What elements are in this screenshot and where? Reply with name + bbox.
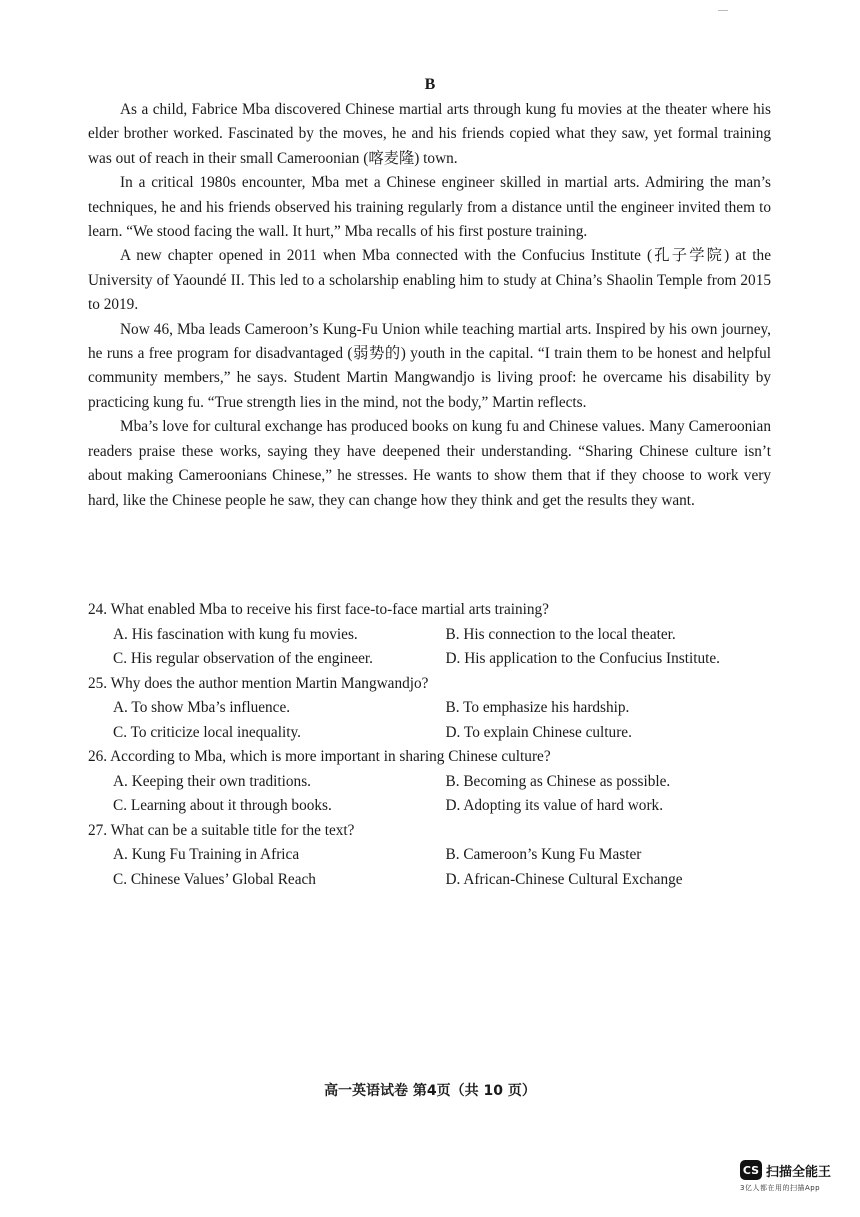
option-c: C. His regular observation of the engineer. bbox=[113, 650, 373, 667]
option-a: A. Kung Fu Training in Africa bbox=[113, 846, 300, 863]
passage-paragraph-3: A new chapter opened in 2011 when Mba connected with the Confucius Institute (孔子学院) at the University of Yaoundé II. This led to a scholarship enabling him to study at China’s Shaolin Temple from 2015 to 2019. bbox=[88, 247, 771, 314]
option-d: D. His application to the Confucius Institute. bbox=[445, 650, 720, 667]
option-b: B. Cameroon’s Kung Fu Master bbox=[445, 846, 642, 863]
passage-paragraph-5: Mba’s love for cultural exchange has produced books on kung fu and Chinese values. Many Cameroonian readers praise these works, saying they have deepened their understanding. “Sharing Chinese culture isn’t about making Cameroonians Chinese,” he stresses. He wants to show them that if they choose to work very hard, like the Chinese people he saw, they can change how they think and get the results they want. bbox=[88, 418, 771, 509]
option-c: C. Chinese Values’ Global Reach bbox=[113, 870, 316, 888]
option-a: A. To show Mba’s influence. bbox=[113, 699, 291, 716]
option-d: D. Adopting its value of hard work. bbox=[445, 797, 664, 814]
reading-passage bbox=[88, 98, 771, 513]
section-label: B bbox=[424, 76, 436, 93]
option-b: B. To emphasize his hardship. bbox=[445, 699, 630, 716]
watermark-app-name: 扫描全能王 bbox=[766, 1164, 832, 1180]
option-c: C. To criticize local inequality. bbox=[113, 723, 301, 741]
question-stem: 25. Why does the author mention Martin Mangwandjo? bbox=[88, 674, 429, 692]
option-b: B. His connection to the local theater. bbox=[445, 625, 676, 643]
question-25 bbox=[88, 672, 778, 746]
page-footer: 高一英语试卷 第4页（共 10 页） bbox=[324, 1083, 536, 1099]
question-27 bbox=[88, 819, 778, 893]
scan-corner-mark bbox=[718, 10, 728, 21]
option-a: A. His fascination with kung fu movies. bbox=[113, 625, 358, 643]
option-c: C. Learning about it through books. bbox=[113, 797, 332, 814]
passage-paragraph-2: In a critical 1980s encounter, Mba met a Chinese engineer skilled in martial arts. Admiring the man’s techniques, he and his friends observed his training regularly from a distance until the engineer invited them to learn. “We stood facing the wall. It hurt,” Mba recalls of his first posture training. bbox=[88, 174, 771, 241]
option-d: D. African-Chinese Cultural Exchange bbox=[445, 870, 683, 888]
passage-paragraph-1: As a child, Fabrice Mba discovered Chinese martial arts through kung fu movies at the theater where his elder brother worked. Fascinated by the moves, he and his friends copied what they saw, yet formal training was out of reach in their small Cameroonian (喀麦隆) town. bbox=[88, 101, 771, 167]
question-list bbox=[88, 598, 778, 892]
question-24 bbox=[88, 598, 778, 672]
watermark-tagline: 3亿人都在用的扫描App bbox=[740, 1184, 821, 1192]
option-d: D. To explain Chinese culture. bbox=[445, 723, 632, 741]
question-stem: 27. What can be a suitable title for the text? bbox=[88, 821, 355, 839]
option-b: B. Becoming as Chinese as possible. bbox=[445, 772, 671, 790]
camscanner-watermark bbox=[740, 1160, 852, 1210]
question-stem: 26. According to Mba, which is more important in sharing Chinese culture? bbox=[88, 748, 551, 765]
passage-paragraph-4: Now 46, Mba leads Cameroon’s Kung-Fu Union while teaching martial arts. Inspired by his own journey, he runs a free program for disadvantaged (弱势的) youth in the capital. “I train them to be honest and helpful community members,” he says. Student Martin Mangwandjo is living proof: he overcame his disability by practicing kung fu. “True strength lies in the mind, not the body,” Martin reflects. bbox=[88, 320, 771, 411]
option-a: A. Keeping their own traditions. bbox=[113, 772, 311, 790]
question-26 bbox=[88, 745, 778, 819]
question-stem: 24. What enabled Mba to receive his first face-to-face martial arts training? bbox=[88, 601, 549, 618]
camscanner-logo-icon: CS bbox=[740, 1160, 762, 1180]
